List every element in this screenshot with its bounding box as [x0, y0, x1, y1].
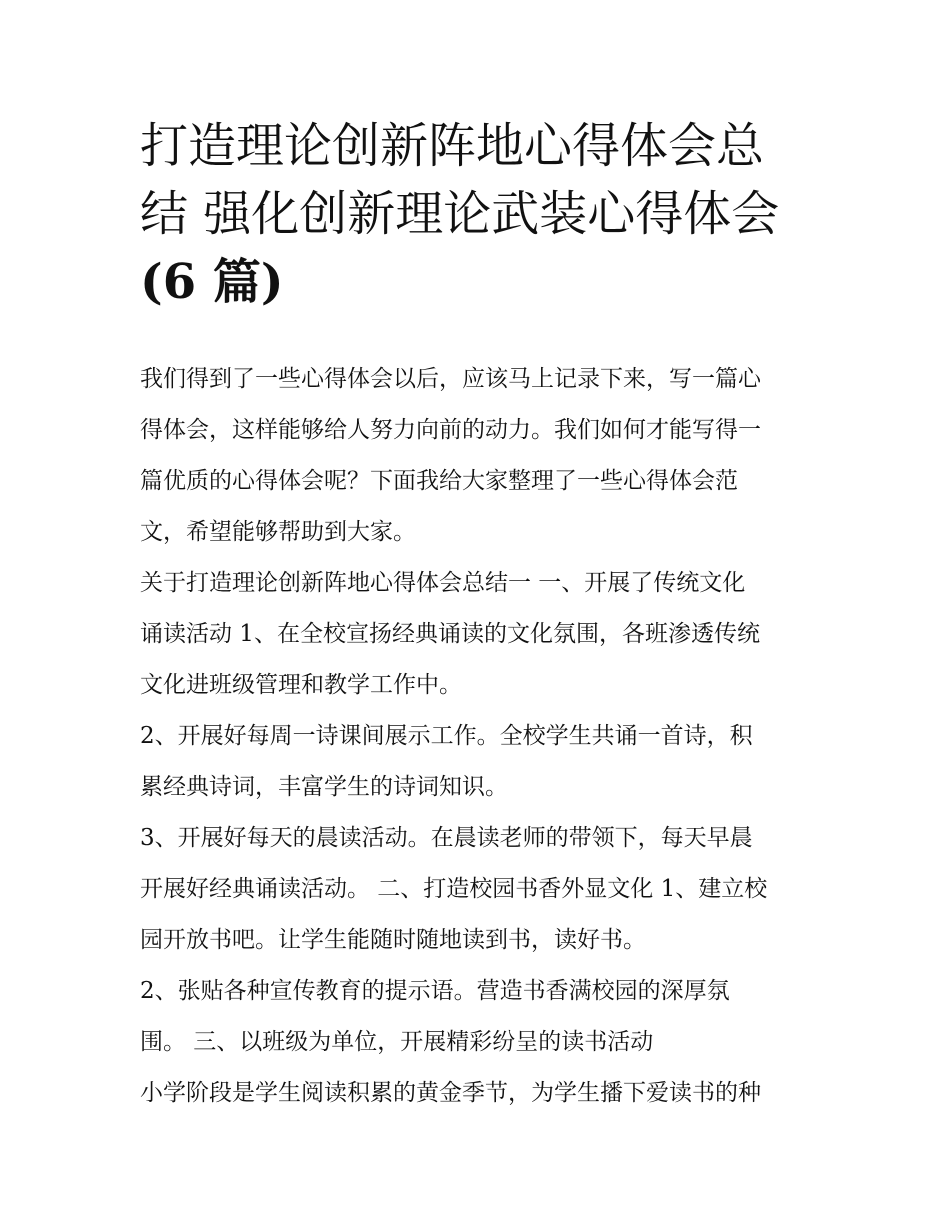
body-line: 关于打造理论创新阵地心得体会总结一 一、开展了传统文化 [140, 570, 746, 596]
document-title [140, 112, 830, 316]
body-line: 园开放书吧。让学生能随时随地读到书，读好书。 [140, 927, 646, 953]
body-line: 围。 三、以班级为单位，开展精彩纷呈的读书活动 [140, 1029, 654, 1055]
paragraph-intro [140, 354, 830, 558]
title-line-1: 打造理论创新阵地心得体会总 [140, 118, 765, 174]
document-body [140, 354, 830, 1119]
body-line: 文化进班级管理和教学工作中。 [140, 672, 462, 698]
body-line: 诵读活动 1、在全校宣扬经典诵读的文化氛围，各班渗透传统 [140, 621, 760, 647]
body-line: 我们得到了一些心得体会以后，应该马上记录下来，写一篇心 [140, 366, 761, 392]
body-line: 2、开展好每周一诗课间展示工作。全校学生共诵一首诗，积 [140, 723, 753, 749]
body-line: 2、张贴各种宣传教育的提示语。营造书香满校园的深厚氛 [140, 978, 730, 1004]
paragraph-section-3 [140, 1068, 830, 1119]
body-line: 小学阶段是学生阅读积累的黄金季节，为学生播下爱读书的种 [140, 1080, 761, 1106]
paragraph-item-3 [140, 813, 830, 966]
paragraph-item-2 [140, 711, 830, 813]
body-line: 篇优质的心得体会呢？下面我给大家整理了一些心得体会范 [140, 468, 738, 494]
body-line: 3、开展好每天的晨读活动。在晨读老师的带领下，每天早晨 [140, 825, 753, 851]
body-line: 得体会，这样能够给人努力向前的动力。我们如何才能写得一 [140, 417, 761, 443]
paragraph-section-1 [140, 558, 830, 711]
body-line: 开展好经典诵读活动。 二、打造校园书香外显文化 1、建立校 [140, 876, 768, 902]
title-line-2: 结 强化创新理论武装心得体会 [140, 186, 780, 242]
title-line-3: (6 篇) [140, 254, 284, 310]
body-line: 累经典诗词，丰富学生的诗词知识。 [140, 774, 508, 800]
paragraph-section-2-item-2 [140, 966, 830, 1068]
body-line: 文，希望能够帮助到大家。 [140, 519, 416, 545]
